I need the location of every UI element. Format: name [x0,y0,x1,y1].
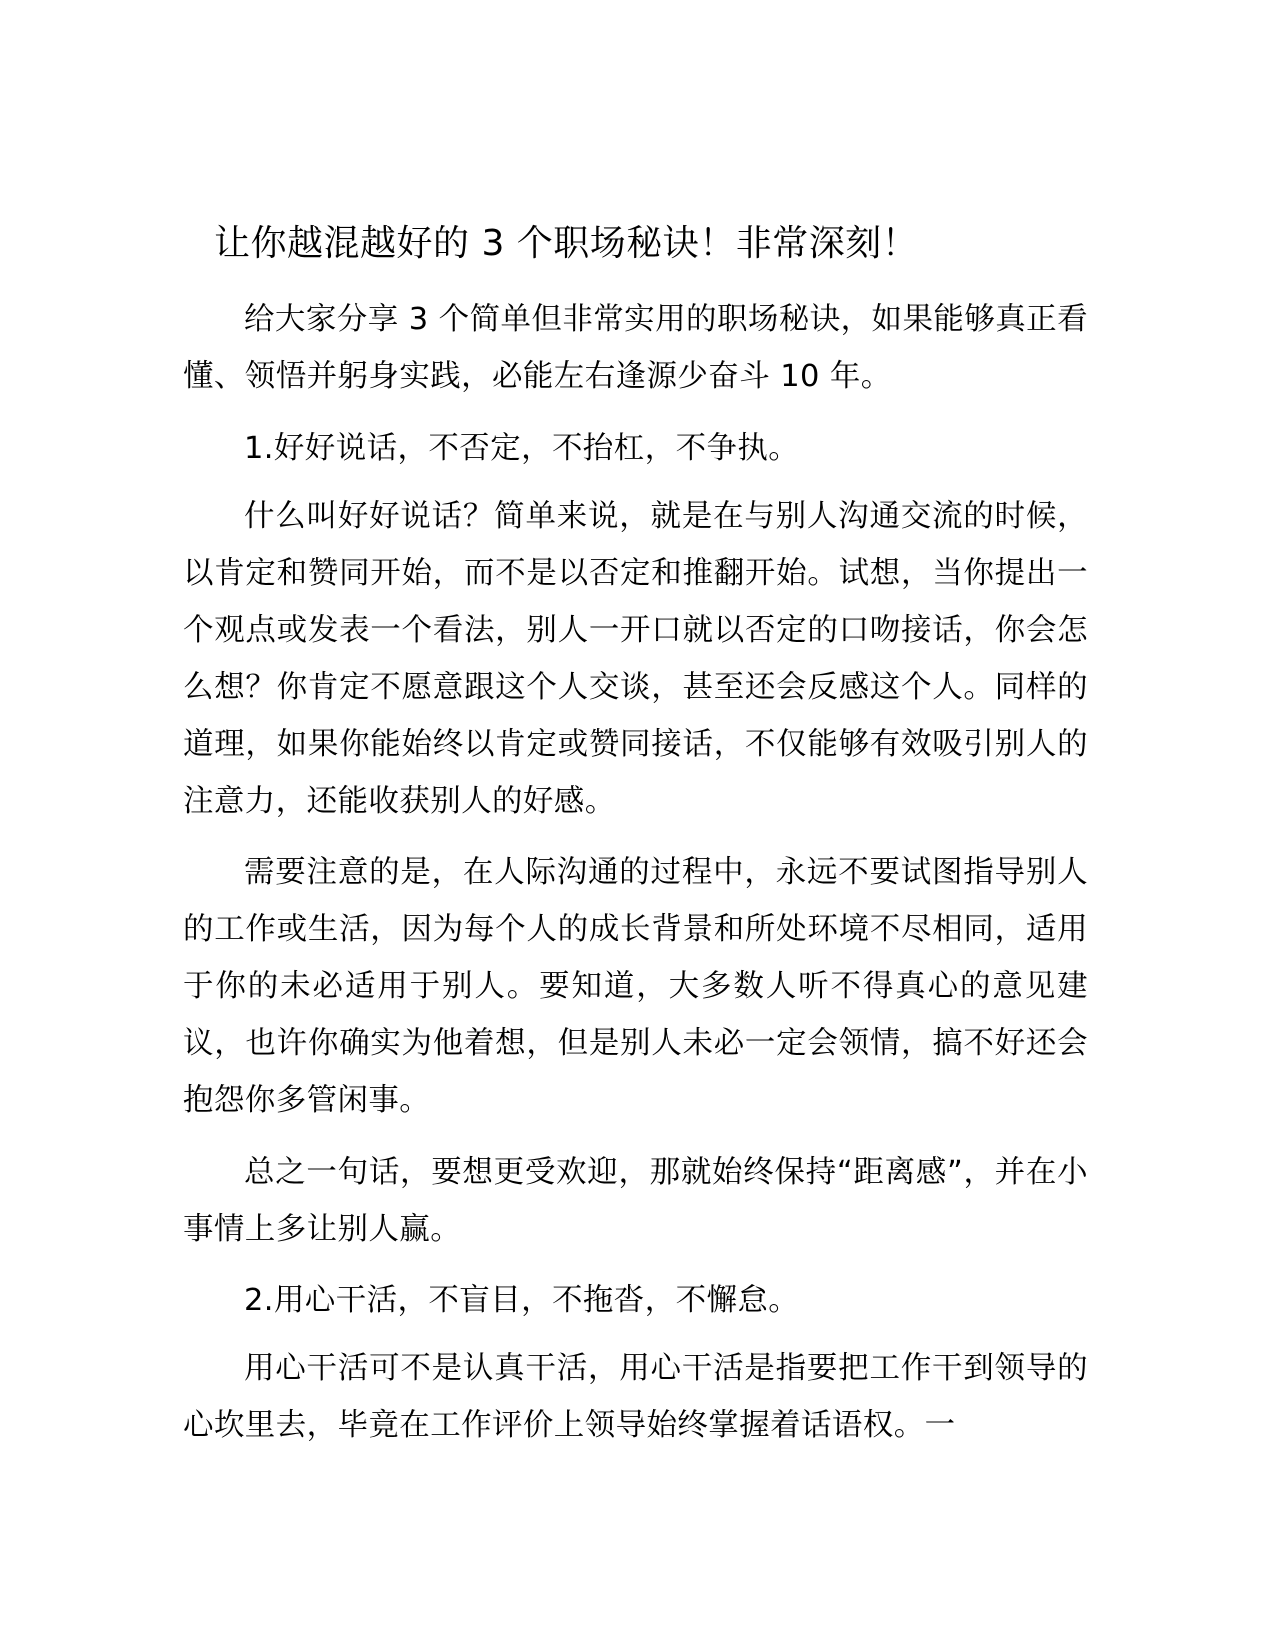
paragraph-speak-well: 什么叫好好说话？简单来说，就是在与别人沟通交流的时候，以肯定和赞同开始，而不是以否定和推翻开始。试想，当你提出一个观点或发表一个看法，别人一开口就以否定的口吻接话，你会怎么想？你肯定不愿意跟这个人交谈，甚至还会反感这个人。同样的道理，如果你能始终以肯定或赞同接话，不仅能够有效吸引别人的注意力，还能收获别人的好感。 [183,498,1088,819]
document-body [183,291,1088,1454]
paragraph-intro: 给大家分享 3 个简单但非常实用的职场秘诀，如果能够真正看懂、领悟并躬身实践，必能左右逢源少奋斗 10 年。 [183,302,1088,394]
paragraph-caution: 需要注意的是，在人际沟通的过程中，永远不要试图指导别人的工作或生活，因为每个人的成长背景和所处环境不尽相同，适用于你的未必适用于别人。要知道，大多数人听不得真心的意见建议，也许你确实为他着想，但是别人未必一定会领情，搞不好还会抱怨你多管闲事。 [183,855,1088,1118]
document-title: 让你越混越好的 3 个职场秘诀！非常深刻！ [214,223,919,264]
paragraph-summary: 总之一句话，要想更受欢迎，那就始终保持“距离感”，并在小事情上多让别人赢。 [183,1154,1088,1247]
paragraph-work-hard: 用心干活可不是认真干活，用心干活是指要把工作干到领导的心坎里去，毕竟在工作评价上领导始终掌握着话语权。一 [183,1351,1088,1443]
section-heading-2: 2.用心干活，不盲目，不拖沓，不懈怠。 [244,1283,800,1318]
section-heading-1: 1.好好说话，不否定，不抬杠，不争执。 [244,430,800,466]
